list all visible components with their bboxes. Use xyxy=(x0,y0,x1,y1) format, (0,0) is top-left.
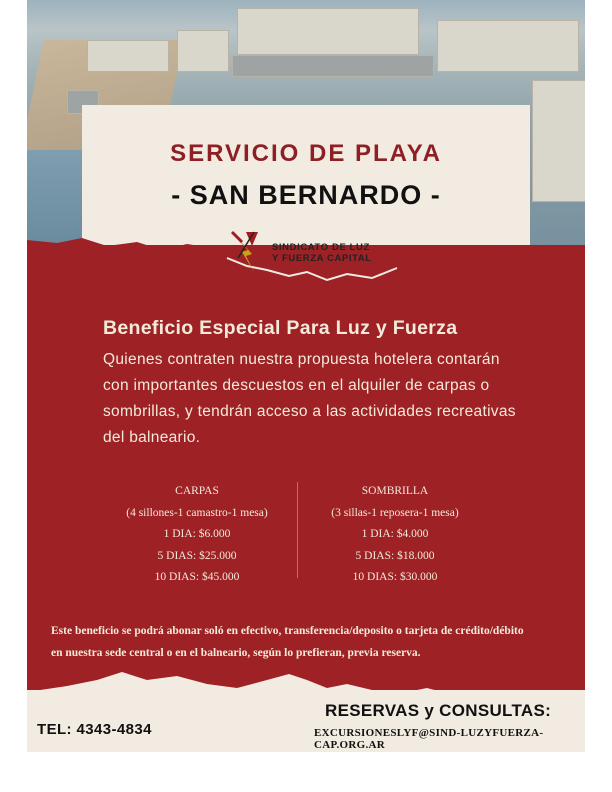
sombrilla-rate: 1 DIA: $4.000 xyxy=(361,528,429,540)
sombrilla-detail: (3 sillas-1 reposera-1 mesa) xyxy=(331,506,459,519)
payment-note-line: Este beneficio se podrá abonar soló en efectivo, transferencia/deposito o tarjeta de crédito/débito xyxy=(51,625,524,637)
logo-line-2: Y FUERZA CAPITAL xyxy=(272,253,372,264)
benefit-description xyxy=(103,347,523,451)
carpas-title: CARPAS xyxy=(175,485,219,497)
carpas-detail: (4 sillones-1 camastro-1 mesa) xyxy=(126,506,268,519)
carpas-rate: 10 DIAS: $45.000 xyxy=(154,571,240,583)
sombrilla-title: SOMBRILLA xyxy=(361,485,429,497)
photo-building xyxy=(237,8,419,55)
photo-building xyxy=(437,20,579,72)
photo-building xyxy=(232,55,434,77)
reservations-heading: RESERVAS y CONSULTAS: xyxy=(325,701,552,720)
union-logo xyxy=(228,228,388,278)
logo-line-1: SINDICATO DE LUZ xyxy=(272,242,370,253)
benefit-line: con importantes descuestos en el alquiler de carpas o xyxy=(103,377,490,394)
benefit-title: Beneficio Especial Para Luz y Fuerza xyxy=(103,317,458,339)
phone-number: TEL: 4343-4834 xyxy=(37,721,152,738)
carpas-rate: 1 DIA: $6.000 xyxy=(163,528,231,540)
benefit-line: sombrillas, y tendrán acceso a las actividades recreativas xyxy=(103,403,516,420)
sombrilla-price-list xyxy=(280,481,510,589)
logo-text xyxy=(272,242,372,264)
benefit-line: Quienes contraten nuestra propuesta hotelera contarán xyxy=(103,351,500,368)
page-subtitle: - SAN BERNARDO - xyxy=(171,180,441,210)
photo-building xyxy=(177,30,229,72)
carpas-rate: 5 DIAS: $25.000 xyxy=(157,549,237,562)
payment-note xyxy=(51,620,591,664)
photo-building xyxy=(87,40,169,72)
lightning-bolt-icon xyxy=(228,228,268,278)
payment-note-line: en nuestra sede central o en el balneario, según lo prefieran, previa reserva. xyxy=(51,647,421,659)
benefit-line: del balneario. xyxy=(103,429,201,446)
sombrilla-rate: 5 DIAS: $18.000 xyxy=(355,549,435,562)
carpas-price-list xyxy=(82,481,312,589)
sombrilla-rate: 10 DIAS: $30.000 xyxy=(352,571,438,583)
page-title: SERVICIO DE PLAYA xyxy=(170,140,442,167)
reservations-email[interactable]: EXCURSIONESLYF@SIND-LUZYFUERZA-CAP.ORG.AR xyxy=(314,727,544,751)
